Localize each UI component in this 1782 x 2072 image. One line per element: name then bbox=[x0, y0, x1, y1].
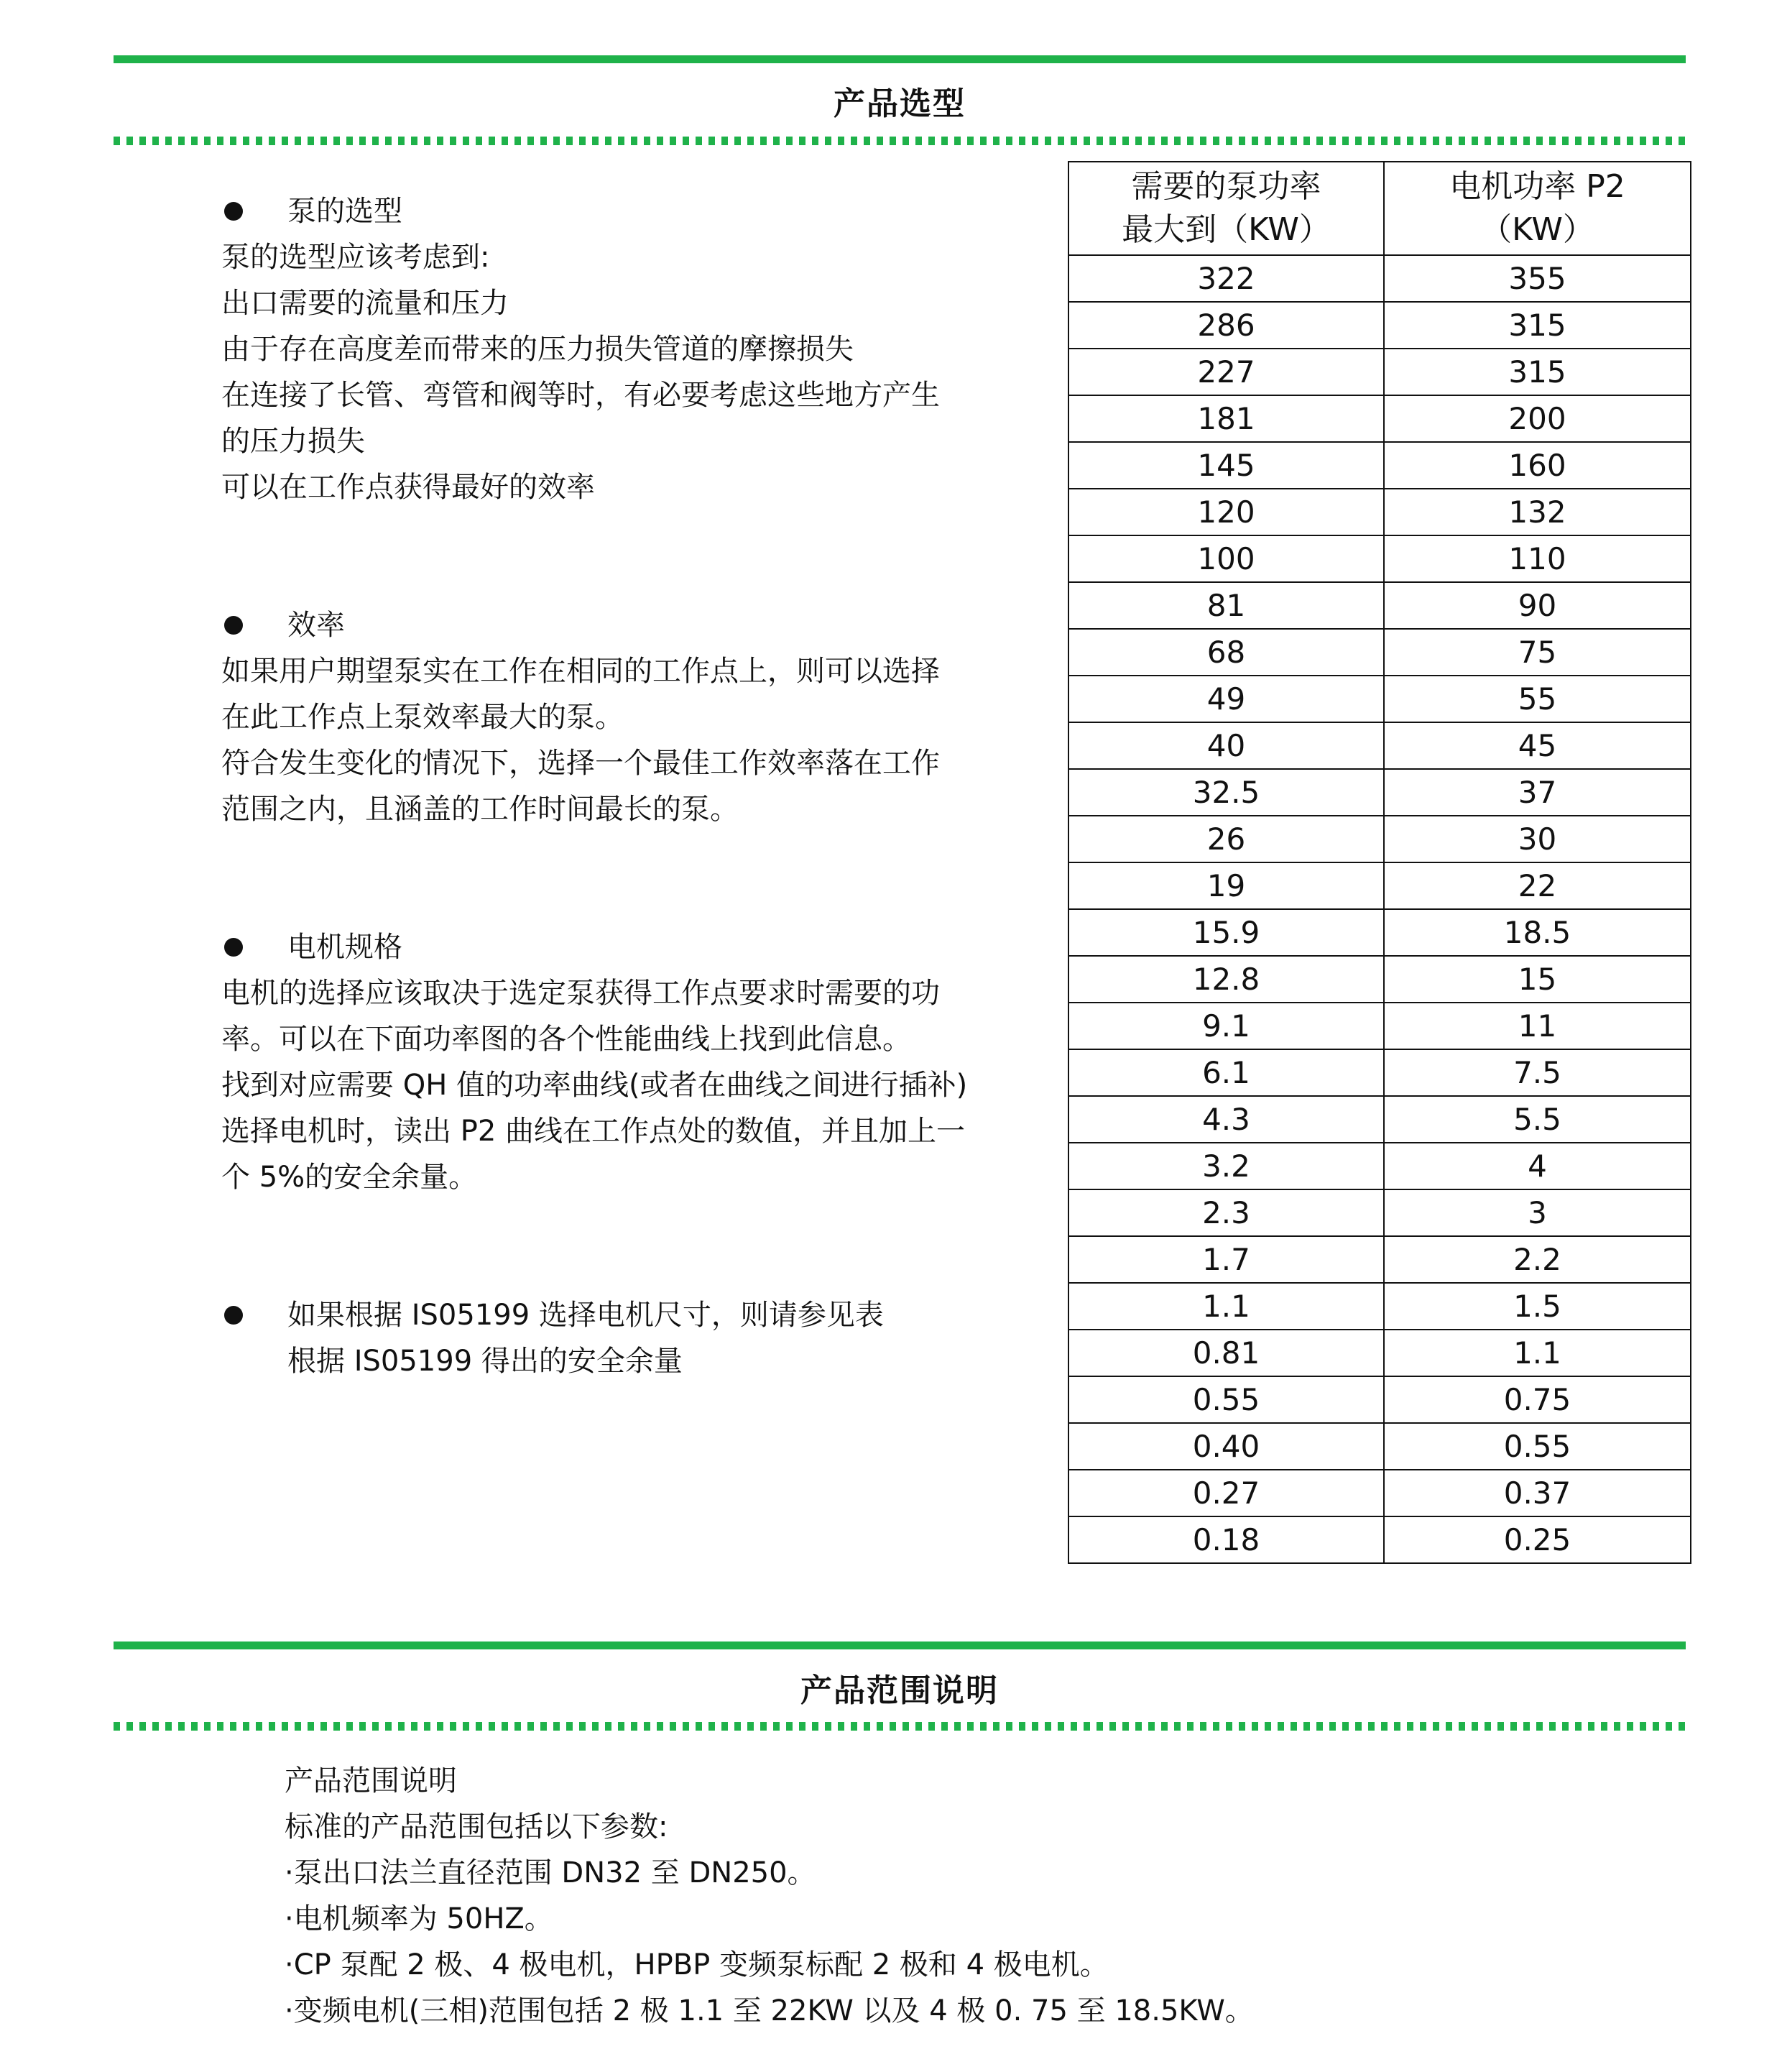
cell-motor-power: 7.5 bbox=[1384, 1049, 1691, 1096]
cell-motor-power: 160 bbox=[1384, 442, 1691, 489]
table-row bbox=[1068, 862, 1691, 909]
header-line: 需要的泵功率 bbox=[1131, 168, 1321, 205]
cell-motor-power: 4 bbox=[1384, 1143, 1691, 1189]
cell-motor-power: 315 bbox=[1384, 302, 1691, 349]
cell-pump-power: 0.81 bbox=[1068, 1330, 1384, 1376]
efficiency-block bbox=[221, 602, 1040, 832]
cell-motor-power: 355 bbox=[1384, 255, 1691, 302]
range-item: ·CP 泵配 2 极、4 极电机，HPBP 变频泵标配 2 极和 4 极电机。 bbox=[285, 1948, 1109, 1981]
text-line: 泵的选型应该考虑到: bbox=[221, 241, 490, 274]
cell-pump-power: 4.3 bbox=[1068, 1096, 1384, 1143]
cell-motor-power: 5.5 bbox=[1384, 1096, 1691, 1143]
table-row bbox=[1068, 1376, 1691, 1423]
text-line: 出口需要的流量和压力 bbox=[221, 287, 509, 320]
bullet-icon bbox=[224, 616, 243, 635]
table-header-row bbox=[1068, 162, 1691, 255]
cell-pump-power: 100 bbox=[1068, 535, 1384, 582]
cell-motor-power: 37 bbox=[1384, 769, 1691, 816]
text-line: 在连接了长管、弯管和阀等时，有必要考虑这些地方产生 bbox=[221, 379, 940, 412]
cell-motor-power: 1.5 bbox=[1384, 1283, 1691, 1330]
header-line: （KW） bbox=[1480, 211, 1594, 248]
cell-motor-power: 1.1 bbox=[1384, 1330, 1691, 1376]
table-row bbox=[1068, 816, 1691, 862]
iso-line-1: 如果根据 IS05199 选择电机尺寸，则请参见表 bbox=[287, 1299, 884, 1332]
cell-motor-power: 15 bbox=[1384, 956, 1691, 1003]
bullet-heading bbox=[221, 188, 1040, 234]
header-line: 电机功率 P2 bbox=[1449, 168, 1625, 205]
table-row bbox=[1068, 1189, 1691, 1236]
bullet-heading bbox=[221, 924, 1040, 970]
cell-pump-power: 3.2 bbox=[1068, 1143, 1384, 1189]
header-line: 最大到（KW） bbox=[1122, 211, 1331, 248]
table-row bbox=[1068, 1283, 1691, 1330]
table-row bbox=[1068, 349, 1691, 395]
pump-selection-block bbox=[221, 188, 1040, 510]
cell-pump-power: 26 bbox=[1068, 816, 1384, 862]
cell-motor-power: 2.2 bbox=[1384, 1236, 1691, 1283]
range-subtitle: 产品范围说明 bbox=[285, 1764, 457, 1797]
bullet-heading bbox=[221, 1292, 1040, 1338]
motor-power-table bbox=[1068, 161, 1691, 1564]
range-item: ·变频电机(三相)范围包括 2 极 1.1 至 22KW 以及 4 极 0. 75 至 18.5KW。 bbox=[285, 1994, 1254, 2027]
pump-selection-heading: 泵的选型 bbox=[287, 195, 402, 228]
text-line: 找到对应需要 QH 值的功率曲线(或者在曲线之间进行插补) bbox=[221, 1069, 968, 1102]
cell-pump-power: 12.8 bbox=[1068, 956, 1384, 1003]
table-row bbox=[1068, 1143, 1691, 1189]
text-line: 由于存在高度差而带来的压力损失管道的摩擦损失 bbox=[221, 333, 854, 366]
table-row bbox=[1068, 676, 1691, 722]
cell-pump-power: 40 bbox=[1068, 722, 1384, 769]
section-top-bar bbox=[114, 1642, 1686, 1649]
cell-pump-power: 181 bbox=[1068, 395, 1384, 442]
cell-pump-power: 0.27 bbox=[1068, 1470, 1384, 1516]
motor-spec-block bbox=[221, 924, 1040, 1200]
table-row bbox=[1068, 909, 1691, 956]
cell-motor-power: 0.75 bbox=[1384, 1376, 1691, 1423]
dotted-divider bbox=[114, 1722, 1686, 1731]
iso-line-2: 根据 IS05199 得出的安全余量 bbox=[287, 1345, 683, 1378]
text-line: 的压力损失 bbox=[221, 425, 365, 458]
cell-motor-power: 22 bbox=[1384, 862, 1691, 909]
cell-pump-power: 0.55 bbox=[1068, 1376, 1384, 1423]
range-item: ·泵出口法兰直径范围 DN32 至 DN250。 bbox=[285, 1856, 816, 1889]
table-row bbox=[1068, 1470, 1691, 1516]
cell-pump-power: 145 bbox=[1068, 442, 1384, 489]
text-line: 符合发生变化的情况下，选择一个最佳工作效率落在工作 bbox=[221, 747, 940, 780]
cell-motor-power: 3 bbox=[1384, 1189, 1691, 1236]
cell-pump-power: 32.5 bbox=[1068, 769, 1384, 816]
cell-motor-power: 90 bbox=[1384, 582, 1691, 629]
iso-block bbox=[221, 1292, 1040, 1384]
motor-spec-heading: 电机规格 bbox=[287, 931, 402, 964]
table-row bbox=[1068, 629, 1691, 676]
efficiency-heading: 效率 bbox=[287, 609, 345, 642]
cell-pump-power: 49 bbox=[1068, 676, 1384, 722]
table-row bbox=[1068, 1049, 1691, 1096]
section-title-product-range: 产品范围说明 bbox=[800, 1672, 999, 1709]
cell-pump-power: 0.18 bbox=[1068, 1516, 1384, 1563]
cell-motor-power: 18.5 bbox=[1384, 909, 1691, 956]
bullet-heading bbox=[221, 602, 1040, 648]
cell-motor-power: 30 bbox=[1384, 816, 1691, 862]
cell-pump-power: 1.1 bbox=[1068, 1283, 1384, 1330]
table-row bbox=[1068, 489, 1691, 535]
bullet-icon bbox=[224, 202, 243, 221]
cell-pump-power: 0.40 bbox=[1068, 1423, 1384, 1470]
bullet-icon bbox=[224, 938, 243, 957]
table-row bbox=[1068, 1003, 1691, 1049]
text-line: 在此工作点上泵效率最大的泵。 bbox=[221, 701, 624, 734]
cell-pump-power: 286 bbox=[1068, 302, 1384, 349]
table-row bbox=[1068, 255, 1691, 302]
dotted-divider bbox=[114, 137, 1686, 145]
cell-pump-power: 2.3 bbox=[1068, 1189, 1384, 1236]
product-range-block bbox=[285, 1758, 1254, 2034]
table-row bbox=[1068, 956, 1691, 1003]
cell-motor-power: 200 bbox=[1384, 395, 1691, 442]
text-line: 个 5%的安全余量。 bbox=[221, 1161, 478, 1194]
range-item: ·电机频率为 50HZ。 bbox=[285, 1902, 553, 1935]
table-row bbox=[1068, 582, 1691, 629]
cell-pump-power: 81 bbox=[1068, 582, 1384, 629]
cell-pump-power: 322 bbox=[1068, 255, 1384, 302]
text-line: 范围之内，且涵盖的工作时间最长的泵。 bbox=[221, 793, 739, 826]
table-row bbox=[1068, 1516, 1691, 1563]
text-line: 选择电机时，读出 P2 曲线在工作点处的数值，并且加上一 bbox=[221, 1115, 965, 1148]
selection-text-column bbox=[221, 188, 1040, 1384]
table-row bbox=[1068, 442, 1691, 489]
cell-pump-power: 19 bbox=[1068, 862, 1384, 909]
table-row bbox=[1068, 722, 1691, 769]
cell-motor-power: 0.55 bbox=[1384, 1423, 1691, 1470]
bullet-icon bbox=[224, 1306, 243, 1325]
cell-pump-power: 6.1 bbox=[1068, 1049, 1384, 1096]
table-row bbox=[1068, 1330, 1691, 1376]
header-required-pump-power bbox=[1068, 162, 1384, 255]
cell-pump-power: 227 bbox=[1068, 349, 1384, 395]
table-row bbox=[1068, 1236, 1691, 1283]
text-line: 可以在工作点获得最好的效率 bbox=[221, 471, 595, 504]
cell-motor-power: 0.37 bbox=[1384, 1470, 1691, 1516]
text-line: 电机的选择应该取决于选定泵获得工作点要求时需要的功 bbox=[221, 977, 940, 1010]
table-row bbox=[1068, 769, 1691, 816]
cell-motor-power: 45 bbox=[1384, 722, 1691, 769]
cell-motor-power: 11 bbox=[1384, 1003, 1691, 1049]
table-row bbox=[1068, 535, 1691, 582]
cell-pump-power: 1.7 bbox=[1068, 1236, 1384, 1283]
cell-motor-power: 0.25 bbox=[1384, 1516, 1691, 1563]
range-intro: 标准的产品范围包括以下参数: bbox=[285, 1810, 668, 1843]
cell-motor-power: 55 bbox=[1384, 676, 1691, 722]
header-motor-power-p2 bbox=[1384, 162, 1691, 255]
cell-motor-power: 75 bbox=[1384, 629, 1691, 676]
cell-motor-power: 315 bbox=[1384, 349, 1691, 395]
section-top-bar bbox=[114, 55, 1686, 63]
cell-pump-power: 68 bbox=[1068, 629, 1384, 676]
cell-motor-power: 110 bbox=[1384, 535, 1691, 582]
cell-motor-power: 132 bbox=[1384, 489, 1691, 535]
cell-pump-power: 15.9 bbox=[1068, 909, 1384, 956]
section-title-product-selection: 产品选型 bbox=[834, 86, 966, 122]
cell-pump-power: 9.1 bbox=[1068, 1003, 1384, 1049]
table-body bbox=[1068, 255, 1691, 1563]
table-row bbox=[1068, 395, 1691, 442]
text-line: 率。可以在下面功率图的各个性能曲线上找到此信息。 bbox=[221, 1023, 911, 1056]
cell-pump-power: 120 bbox=[1068, 489, 1384, 535]
table-row bbox=[1068, 1096, 1691, 1143]
text-line: 如果用户期望泵实在工作在相同的工作点上，则可以选择 bbox=[221, 655, 940, 688]
table-row bbox=[1068, 302, 1691, 349]
table-row bbox=[1068, 1423, 1691, 1470]
